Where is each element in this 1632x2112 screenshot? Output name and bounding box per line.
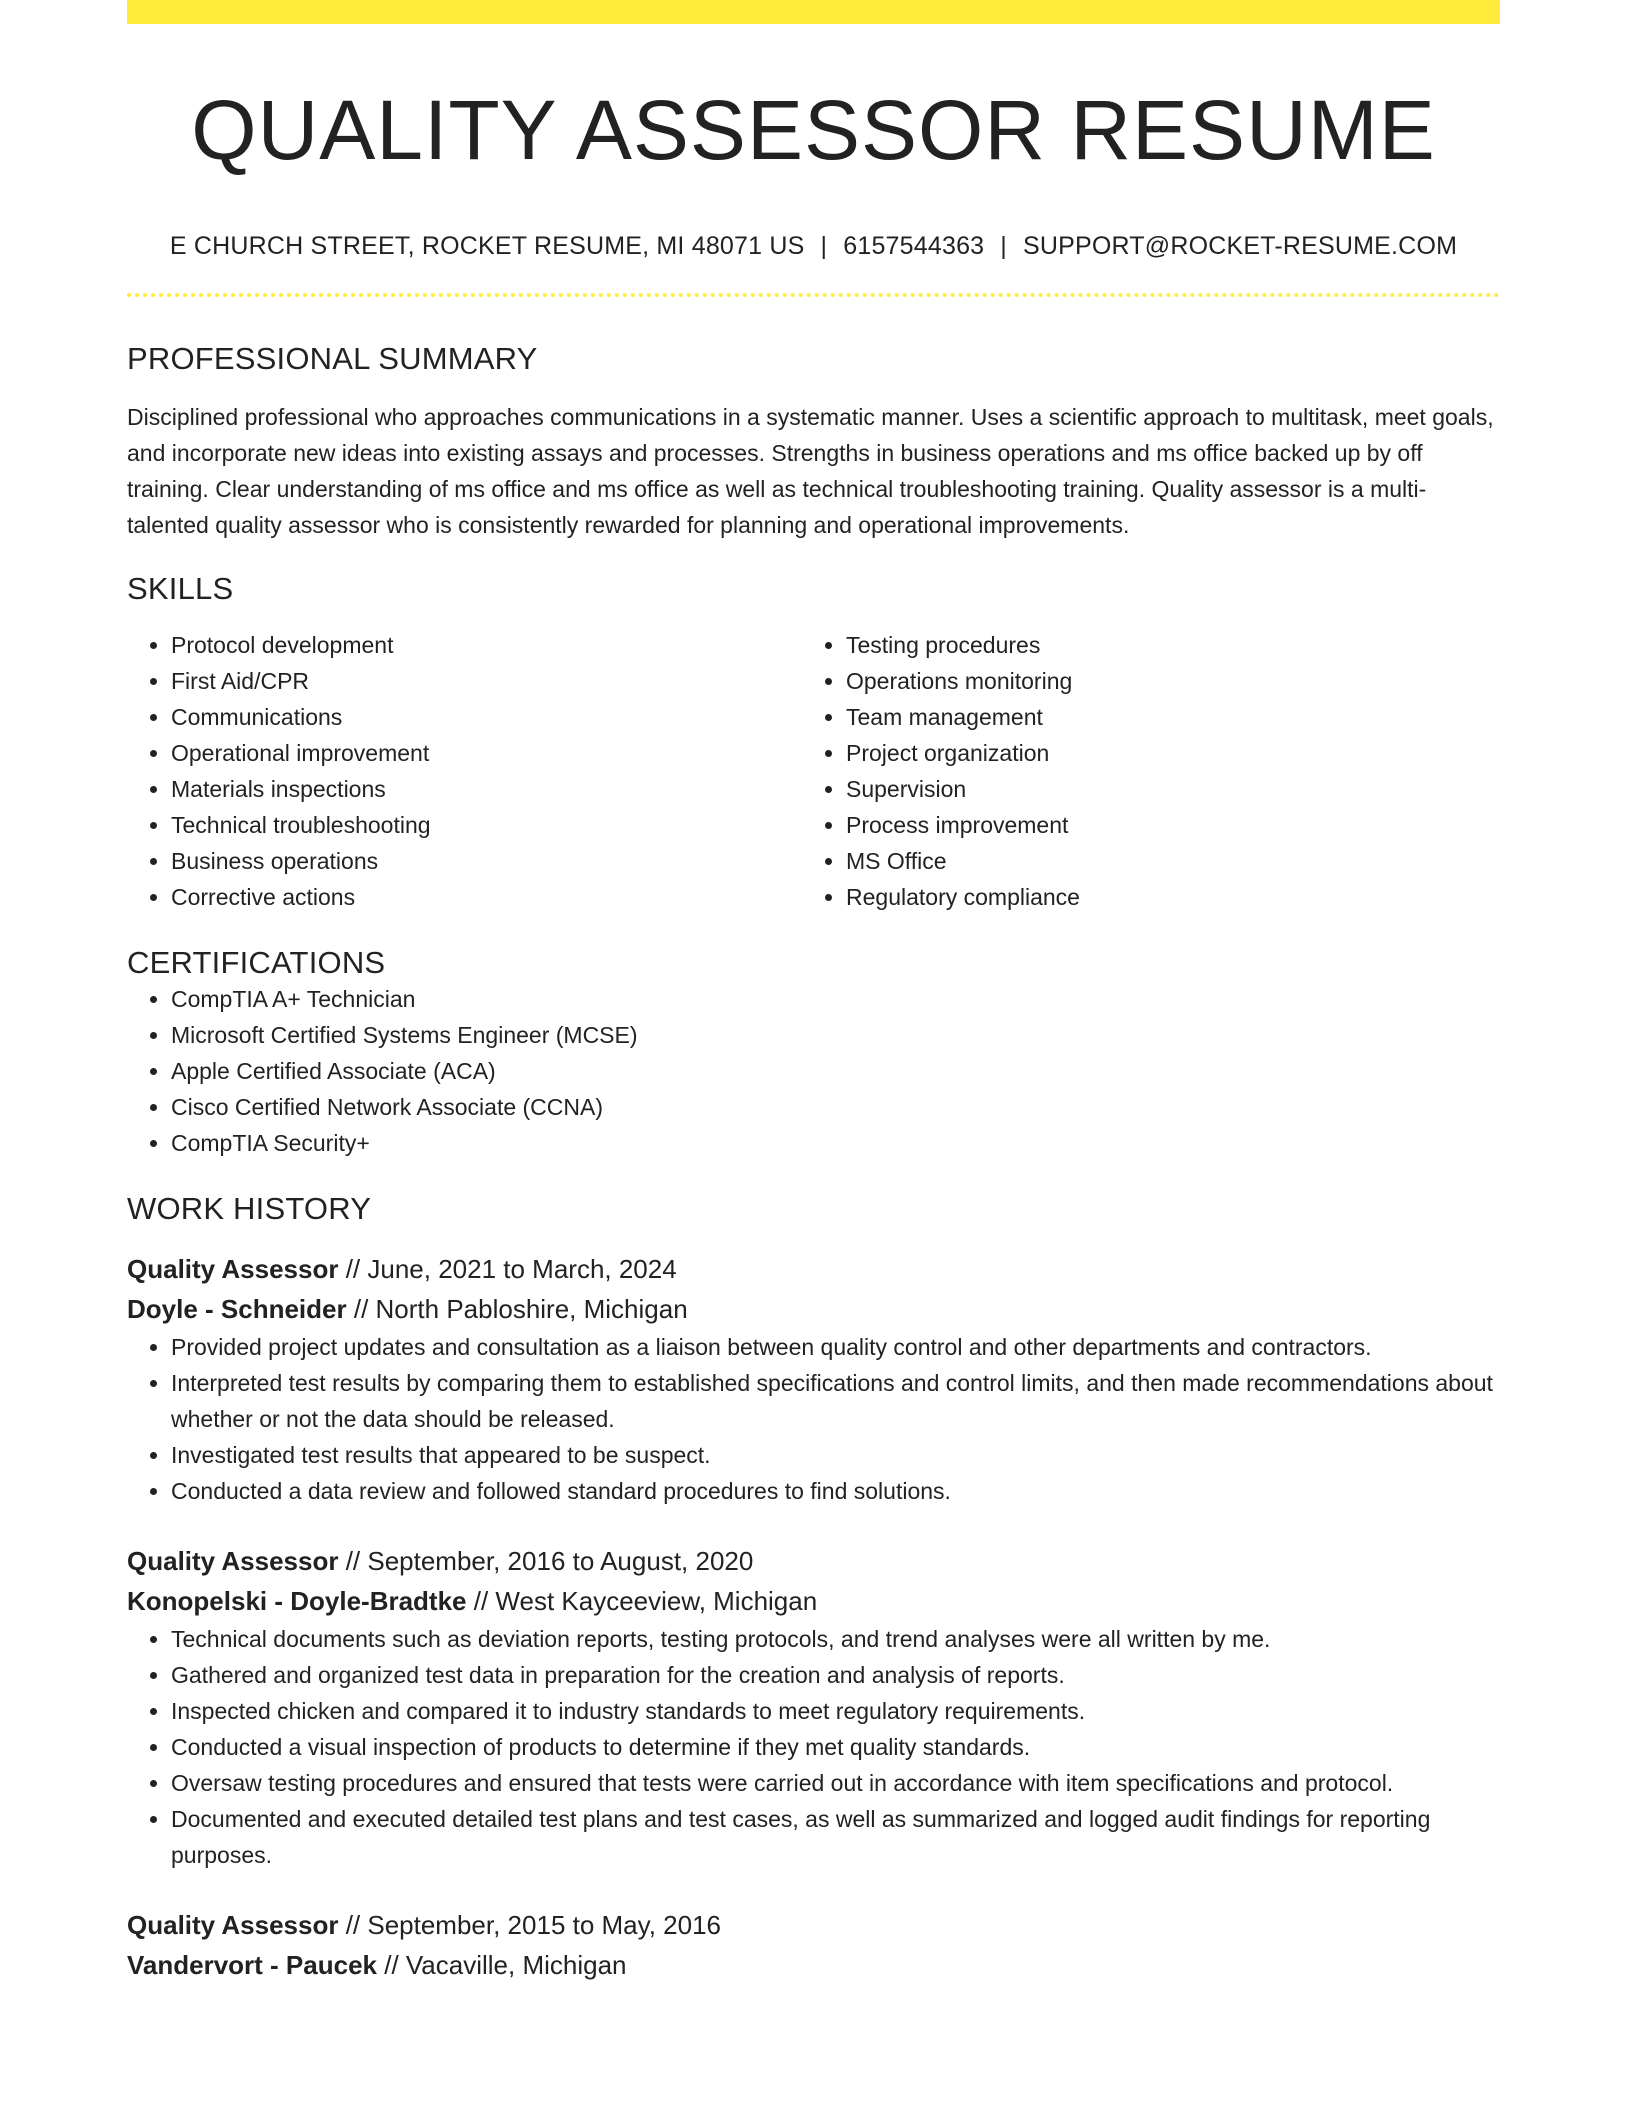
skill-item: • Materials inspections <box>171 771 802 807</box>
job-bullet: • Investigated test results that appeared to be suspect. <box>171 1437 1500 1473</box>
certifications-list <box>127 981 1500 1161</box>
job-entry <box>127 1249 1500 1509</box>
job-company-line <box>127 1581 1500 1621</box>
job-bullet: • Conducted a visual inspection of products to determine if they met quality standards. <box>171 1729 1500 1765</box>
job-role-line <box>127 1905 1500 1945</box>
phone: 6157544363 <box>843 232 985 261</box>
job-company-line <box>127 1289 1500 1329</box>
job-role: Quality Assessor <box>127 1910 339 1941</box>
job-company-line <box>127 1945 1500 1985</box>
section-title-certifications: CERTIFICATIONS <box>127 945 386 981</box>
job-bullet: • Documented and executed detailed test plans and test cases, as well as summarized and logged audit findings for reporting purposes. <box>171 1801 1500 1873</box>
skill-item: • Project organization <box>846 735 1477 771</box>
skill-item: • Operations monitoring <box>846 663 1477 699</box>
skill-item: • Regulatory compliance <box>846 879 1477 915</box>
skill-item: • First Aid/CPR <box>171 663 802 699</box>
skill-item: • Business operations <box>171 843 802 879</box>
skill-item: • Protocol development <box>171 627 802 663</box>
job-bullet: • Gathered and organized test data in preparation for the creation and analysis of reports. <box>171 1657 1500 1693</box>
skill-item: • Technical troubleshooting <box>171 807 802 843</box>
job-company: Vandervort - Paucek <box>127 1950 377 1981</box>
contact-line <box>127 232 1500 261</box>
skills-column-right <box>802 627 1477 915</box>
job-bullet: • Oversaw testing procedures and ensured that tests were carried out in accordance with item specifications and protocol. <box>171 1765 1500 1801</box>
job-role: Quality Assessor <box>127 1254 339 1285</box>
skills-grid <box>127 627 1500 915</box>
skill-item: • Communications <box>171 699 802 735</box>
resume-page <box>127 0 1500 1985</box>
skills-list-right <box>802 627 1477 915</box>
skill-item: • Process improvement <box>846 807 1477 843</box>
job-bullet: • Inspected chicken and compared it to industry standards to meet regulatory requirements. <box>171 1693 1500 1729</box>
job-role-line <box>127 1541 1500 1581</box>
job-dates: // June, 2021 to March, 2024 <box>338 1254 677 1285</box>
separator: | <box>1000 232 1007 261</box>
email: SUPPORT@ROCKET-RESUME.COM <box>1022 232 1458 261</box>
address: E CHURCH STREET, ROCKET RESUME, MI 48071 US <box>169 232 805 261</box>
job-company: Konopelski - Doyle-Bradtke <box>127 1586 467 1617</box>
certification-item: • Microsoft Certified Systems Engineer (MCSE) <box>171 1017 1500 1053</box>
job-company: Doyle - Schneider <box>127 1294 347 1325</box>
section-title-summary: PROFESSIONAL SUMMARY <box>127 341 538 377</box>
resume-title: QUALITY ASSESSOR RESUME <box>191 83 1436 177</box>
summary-text: Disciplined professional who approaches communications in a systematic manner. Uses a scientific approach to multitask, meet goals, and incorporate new ideas into existing assays and processes. Strengths in business operations and ms office backed up by off training. Clear understanding of ms office and ms office as well as technical troubleshooting training. Quality assessor is a multi-talented quality assessor who is consistently rewarded for planning and operational improvements. <box>127 404 1494 539</box>
job-dates: // September, 2015 to May, 2016 <box>338 1910 722 1941</box>
certification-item: • CompTIA Security+ <box>171 1125 1500 1161</box>
job-bullets <box>127 1621 1500 1873</box>
skills-list-left <box>127 627 802 915</box>
skill-item: • Testing procedures <box>846 627 1477 663</box>
job-bullet: • Provided project updates and consultation as a liaison between quality control and other departments and contractors. <box>171 1329 1500 1365</box>
job-location: // West Kayceeview, Michigan <box>466 1586 818 1617</box>
job-dates: // September, 2016 to August, 2020 <box>338 1546 754 1577</box>
job-bullet: • Conducted a data review and followed standard procedures to find solutions. <box>171 1473 1500 1509</box>
job-entry <box>127 1541 1500 1873</box>
skill-item: • Team management <box>846 699 1477 735</box>
job-bullet: • Technical documents such as deviation reports, testing protocols, and trend analyses were all written by me. <box>171 1621 1500 1657</box>
skill-item: • Operational improvement <box>171 735 802 771</box>
job-role-line <box>127 1249 1500 1289</box>
job-entry <box>127 1905 1500 1985</box>
section-title-skills: SKILLS <box>127 571 234 607</box>
skill-item: • Corrective actions <box>171 879 802 915</box>
job-bullet: • Interpreted test results by comparing them to established specifications and control limits, and then made recommendations about whether or not the data should be released. <box>171 1365 1500 1437</box>
skill-item: • Supervision <box>846 771 1477 807</box>
dotted-divider <box>127 293 1500 297</box>
certification-item: • Apple Certified Associate (ACA) <box>171 1053 1500 1089</box>
certification-item: • CompTIA A+ Technician <box>171 981 1500 1017</box>
skills-column-left <box>127 627 802 915</box>
job-bullets <box>127 1329 1500 1509</box>
job-role: Quality Assessor <box>127 1546 339 1577</box>
accent-bar <box>127 0 1500 24</box>
job-location: // Vacaville, Michigan <box>377 1950 627 1981</box>
certification-item: • Cisco Certified Network Associate (CCNA) <box>171 1089 1500 1125</box>
separator: | <box>820 232 828 261</box>
section-title-work-history: WORK HISTORY <box>127 1191 372 1227</box>
skill-item: • MS Office <box>846 843 1477 879</box>
job-location: // North Pabloshire, Michigan <box>346 1294 688 1325</box>
